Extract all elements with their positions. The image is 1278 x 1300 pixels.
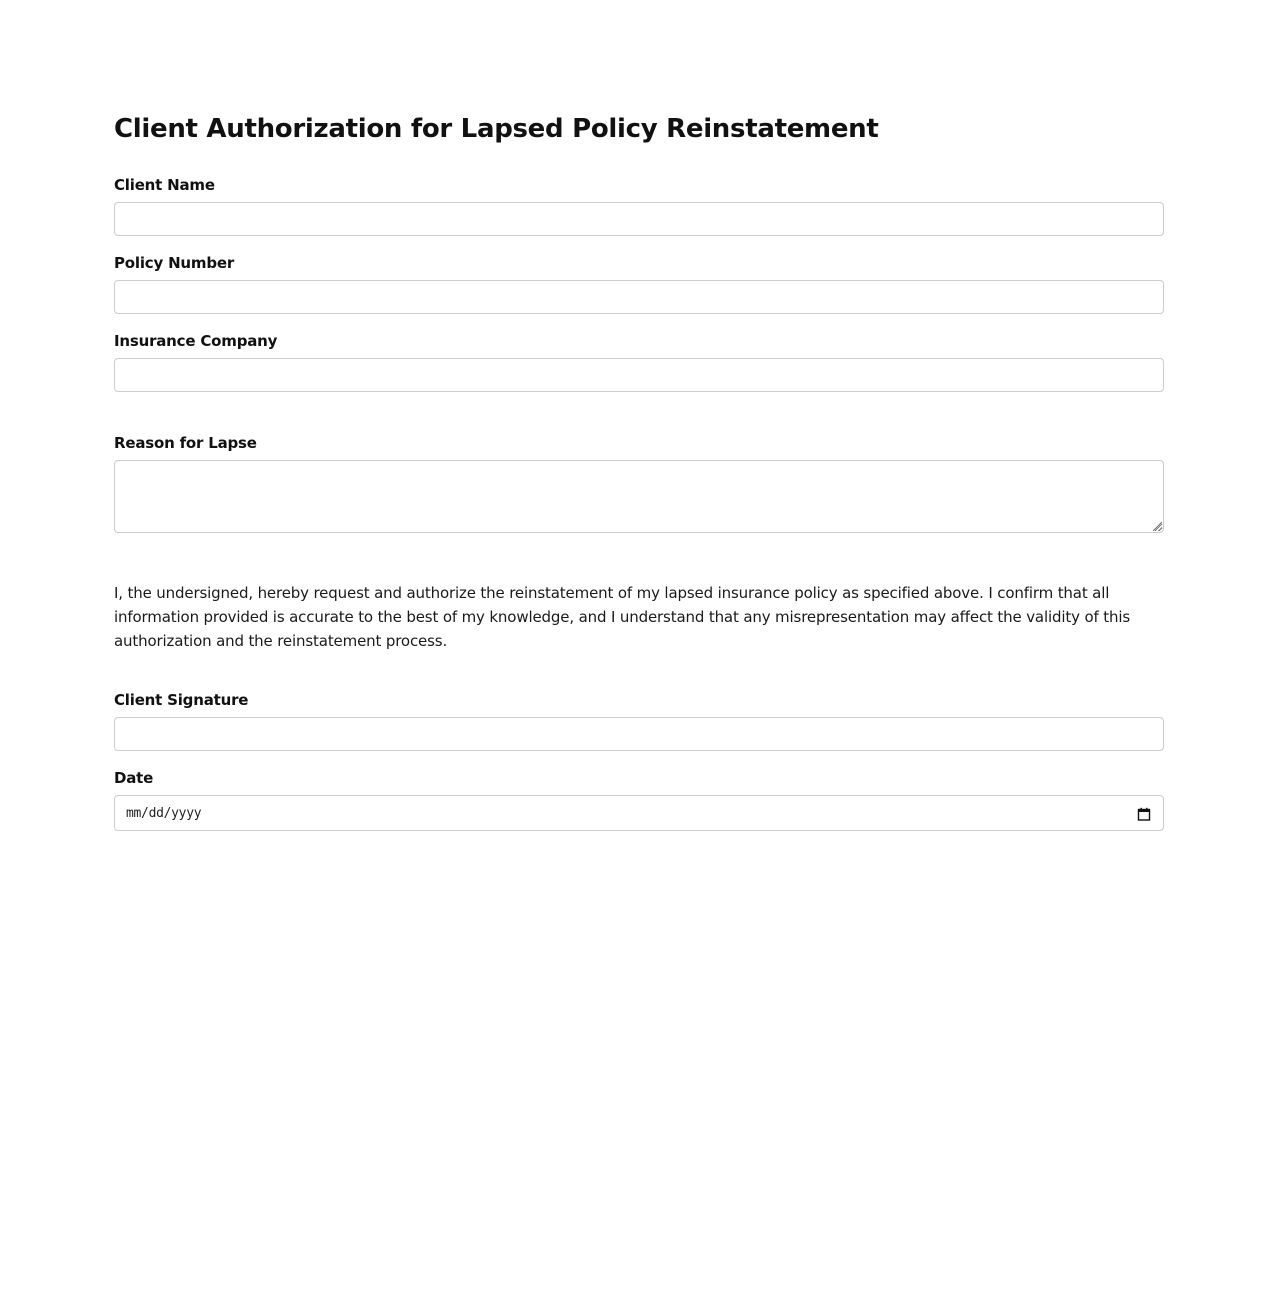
insurance-company-input[interactable] bbox=[114, 358, 1164, 392]
date-placeholder[interactable]: mm/dd/yyyy bbox=[126, 805, 202, 821]
date-input[interactable] bbox=[114, 795, 1164, 831]
client-signature-input[interactable] bbox=[114, 717, 1164, 751]
policy-number-input[interactable] bbox=[114, 280, 1164, 314]
client-name-label: Client Name bbox=[114, 176, 215, 194]
page-title: Client Authorization for Lapsed Policy Reinstatement bbox=[114, 114, 879, 144]
authorization-statement: I, the undersigned, hereby request and authorize the reinstatement of my lapsed insurance policy as specified above. I confirm that all information provided is accurate to the best of my knowledge, and I understand that any misrepresentation may affect the validity of this authorization and the reinstatement process. bbox=[114, 584, 1131, 650]
client-name-input[interactable] bbox=[114, 202, 1164, 236]
date-label: Date bbox=[114, 769, 154, 787]
reason-for-lapse-textarea[interactable] bbox=[114, 460, 1164, 533]
policy-number-label: Policy Number bbox=[114, 254, 235, 272]
client-signature-label: Client Signature bbox=[114, 691, 249, 709]
insurance-company-label: Insurance Company bbox=[114, 332, 278, 350]
reason-for-lapse-label: Reason for Lapse bbox=[114, 434, 257, 452]
calendar-icon[interactable] bbox=[1137, 806, 1151, 820]
reason-for-lapse-wrapper bbox=[114, 460, 1164, 533]
